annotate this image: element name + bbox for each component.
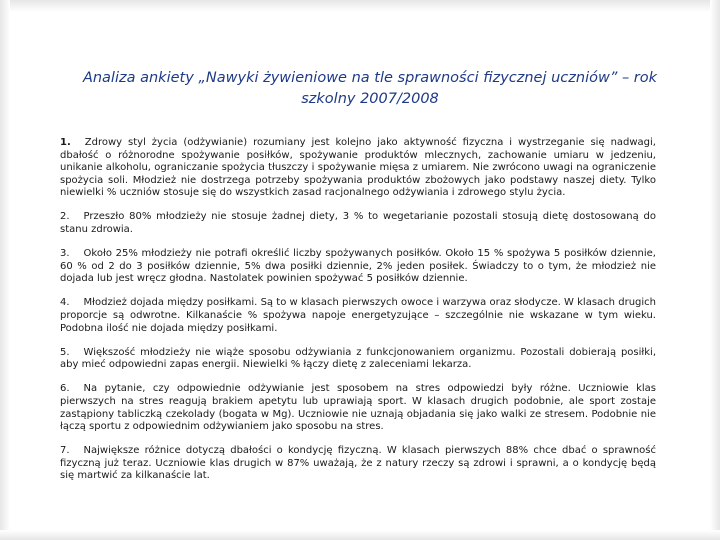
paragraph-text: Większość młodzieży nie wiąże sposobu odżywiania z funkcjonowaniem organizmu. Pozostali dobierają posiłki, aby mieć odpowiedni zapas energii. Niewielki % łączy dietę z zaleceniami lekarza. (60, 346, 656, 371)
paragraph-number: 5. (60, 346, 70, 358)
paragraph-text: Przeszło 80% młodzieży nie stosuje żadnej diety, 3 % to wegetarianie pozostali stosują dietę dostosowaną do stanu zdrowia. (60, 211, 656, 236)
paragraph-number: 2. (60, 211, 70, 223)
paragraph-number: 4. (60, 297, 70, 309)
paragraph-number: 3. (60, 248, 70, 260)
paragraph-2 (60, 211, 656, 236)
slide-frame-top (0, 0, 720, 12)
paragraph-number: 7. (60, 445, 70, 457)
paragraph-3 (60, 248, 656, 286)
paragraph-1 (60, 137, 656, 200)
paragraph-text: Około 25% młodzieży nie potrafi określić liczby spożywanych posiłków. Około 15 % spożywa 5 posiłków dziennie, 60 % od 2 do 3 posiłków dziennie, 5% dwa posiłki dziennie, 2% jeden posiłek. Świadczy to o tym, że młodzież nie dojada lub jest wręcz głodna. Nastolatek powinien spożywać 5 posiłków dziennie. (60, 248, 656, 285)
slide-frame-left (0, 0, 10, 540)
paragraph-4 (60, 297, 656, 335)
slide-frame-bottom (0, 530, 720, 540)
paragraph-number: 6. (60, 383, 70, 395)
paragraph-text: Największe różnice dotyczą dbałości o kondycję fizyczną. W klasach pierwszych 88% chce dbać o sprawność fizyczną już teraz. Uczniowie klas drugich w 87% uważają, że z natury rzeczy są zdrowi i sprawni, a o kondycję będą się martwić za kilkanaście lat. (60, 445, 656, 482)
paragraph-text: Na pytanie, czy odpowiednie odżywianie jest sposobem na stres odpowiedzi były różne. Uczniowie klas pierwszych na stres reagują brakiem apetytu lub uprawiają sport. W klasach drugich podobnie, ale sport zostaje zastąpiony tabliczką czekolady (bogata w Mg). Uczniowie nie uznają objadania się jako walki ze stresem. Podobnie nie łączą sportu z odpowiednim odżywianiem jako sposobu na stres. (60, 383, 656, 433)
slide-frame-right (710, 0, 720, 540)
paragraph-text: Młodzież dojada między posiłkami. Są to w klasach pierwszych owoce i warzywa oraz słodycze. W klasach drugich proporcje są odwrotne. Kilkanaście % spożywa napoje energetyzujące – szczególnie nie wskazane w tym wieku. Podobna ilość nie dojada między posiłkami. (60, 297, 656, 334)
page-title: Analiza ankiety „Nawyki żywieniowe na tle sprawności fizycznej uczniów” – rok szkolny 2007/2008 (82, 70, 658, 107)
paragraph-6 (60, 383, 656, 433)
document-body (60, 137, 656, 495)
paragraph-number: 1. (60, 137, 71, 148)
paragraph-7 (60, 445, 656, 483)
paragraph-5 (60, 347, 656, 372)
paragraph-text: Zdrowy styl życia (odżywianie) rozumiany jest kolejno jako aktywność fizyczna i wystrzeganie się nadwagi, dbałość o różnorodne spożywanie posiłków, spożywanie produktów mlecznych, zachowanie umiaru w jedzeniu, unikanie alkoholu, ograniczanie spożycia tłuszczy i spożywanie mięsa z umiarem. Nie zwrócono uwagi na ograniczenie spożycia soli. Młodzież nie dostrzega potrzeby spożywania produktów zbożowych jako podstawy naszej diety. Tylko niewielki % uczniów stosuje się do wszystkich zasad racjonalnego odżywiania i zdrowego stylu życia. (60, 137, 656, 199)
